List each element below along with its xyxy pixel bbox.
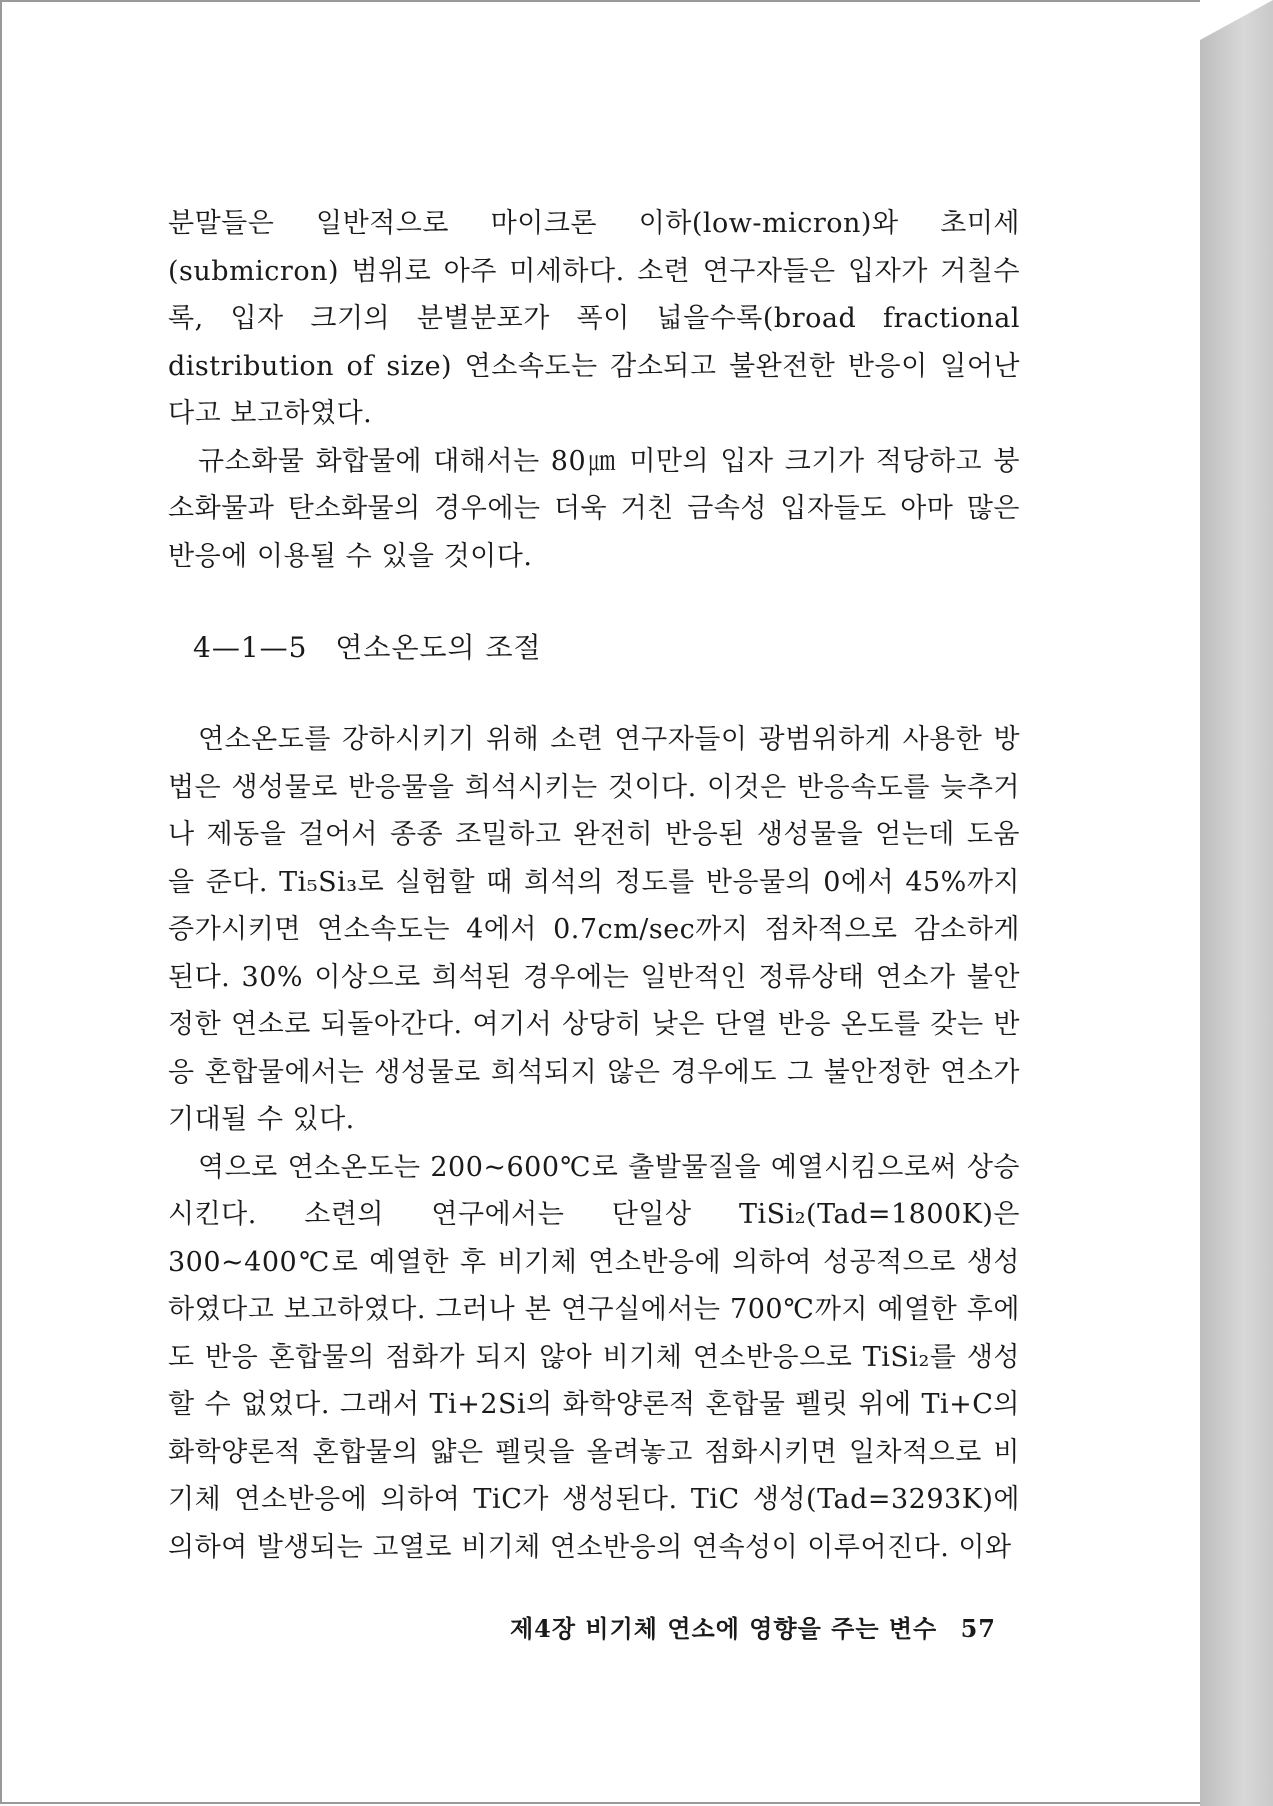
page-number: 57 [960,1614,997,1643]
paragraph-2: 규소화물 화합물에 대해서는 80㎛ 미만의 입자 크기가 적당하고 붕소화물과 탄소화물의 경우에는 더욱 거친 금속성 입자들도 아마 많은 반응에 이용될 수 있을 것이다. [168,445,1020,572]
paragraph-4: 역으로 연소온도는 200~600℃로 출발물질을 예열시킴으로써 상승시킨다. 소련의 연구에서는 단일상 TiSi₂(Tad=1800K)은 300~400℃로 예열한 후 비기체 연소반응에 의하여 성공적으로 생성하였다고 보고하였다. 그러나 본 연구실에서는 700℃까지 예열한 후에도 반응 혼합물의 점화가 되지 않아 비기체 연소반응으로 TiSi₂를 생성할 수 없었다. 그래서 Ti+2Si의 화학양론적 혼합물 펠릿 위에 Ti+C의 화학양론적 혼합물의 얇은 펠릿을 올려놓고 점화시키면 일차적으로 비기체 연소반응에 의하여 TiC가 생성된다. TiC 생성(Tad=3293K)에 의하여 발생되는 고열로 비기체 연소반응의 연속성이 이루어진다. 이와 [168,1151,1020,1563]
section-heading [193,628,542,668]
footer-chapter-title: 제4장 비기체 연소에 영향을 주는 변수 [510,1614,938,1643]
paragraph-1: 분말들은 일반적으로 마이크론 이하(low-micron)와 초미세(submicron) 범위로 아주 미세하다. 소련 연구자들은 입자가 거칠수록, 입자 크기의 분별분포가 폭이 넓을수록(broad fractional distribution of size) 연소속도는 감소되고 불완전한 반응이 일어난다고 보고하였다. [168,208,1020,429]
section-number: 4—1—5 [193,631,308,664]
book-spine-edge [1200,0,1273,1806]
page-footer [510,1612,996,1646]
section-title: 연소온도의 조절 [335,631,542,664]
body-text-bottom [168,716,1020,1571]
paragraph-3: 연소온도를 강하시키기 위해 소련 연구자들이 광범위하게 사용한 방법은 생성물로 반응물을 희석시키는 것이다. 이것은 반응속도를 늦추거나 제동을 걸어서 종종 조밀하고 완전히 반응된 생성물을 얻는데 도움을 준다. Ti₅Si₃로 실험할 때 희석의 정도를 반응물의 0에서 45%까지 증가시키면 연소속도는 4에서 0.7cm/sec까지 점차적으로 감소하게 된다. 30% 이상으로 희석된 경우에는 일반적인 정류상태 연소가 불안정한 연소로 되돌아간다. 여기서 상당히 낮은 단열 반응 온도를 갖는 반응 혼합물에서는 생성물로 희석되지 않은 경우에도 그 불안정한 연소가 기대될 수 있다. [168,724,1020,1135]
body-text-top [168,200,1020,580]
